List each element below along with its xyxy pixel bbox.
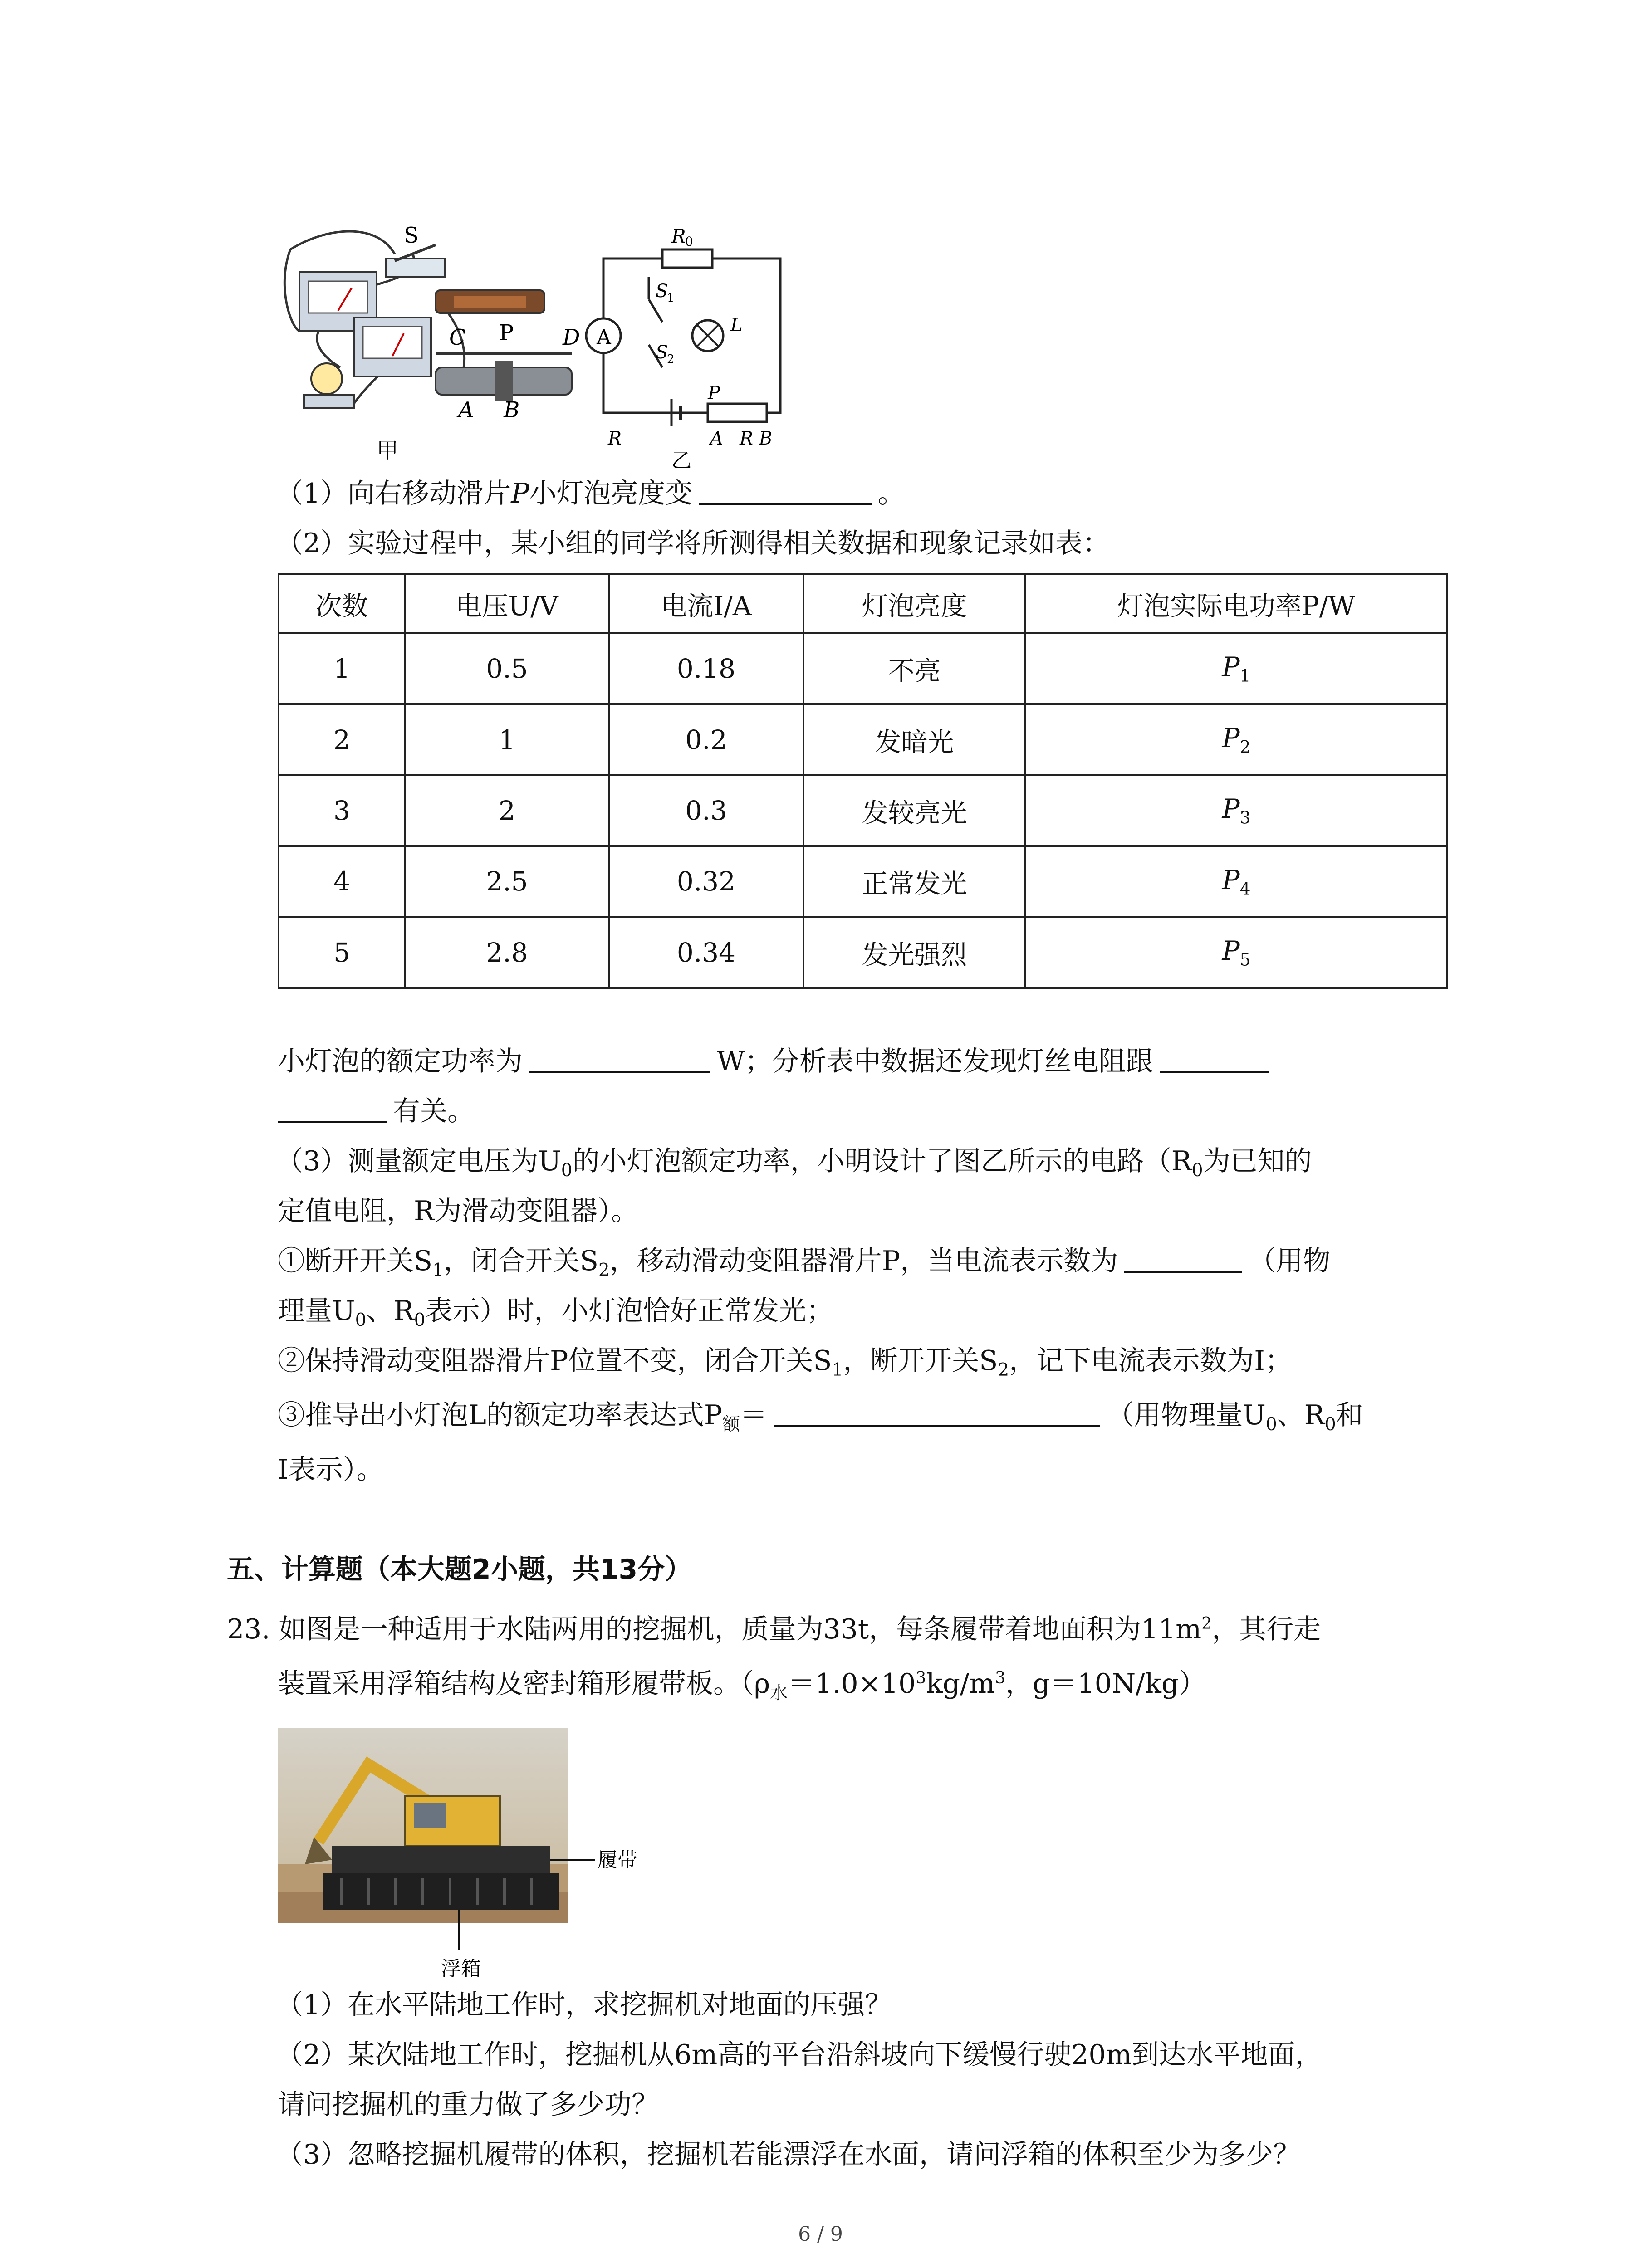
step1-d: （用物 bbox=[1249, 1245, 1331, 1277]
step1-sub-a: 1 bbox=[432, 1260, 444, 1281]
circuit-diagram bbox=[272, 218, 798, 472]
cell-current: 0.18 bbox=[609, 633, 803, 704]
step3-e: 和 bbox=[1336, 1399, 1363, 1431]
label-P: P bbox=[499, 320, 514, 346]
step2-sub-a: 1 bbox=[832, 1360, 843, 1380]
step-1-line-1 bbox=[278, 1243, 1330, 1289]
step3-sub-b: 0 bbox=[1265, 1414, 1277, 1435]
question-3-line-1 bbox=[276, 1143, 1312, 1189]
cell-power bbox=[1025, 775, 1447, 846]
step3-sub-c: 0 bbox=[1324, 1414, 1336, 1435]
step1-b: ，闭合开关S bbox=[443, 1245, 599, 1277]
label-S1-sub: 1 bbox=[667, 291, 675, 305]
resistance-blank-1[interactable] bbox=[1160, 1044, 1269, 1073]
q23-part-2b: 请问挖掘机的重力做了多少功？ bbox=[278, 2089, 659, 2121]
step3-sub-a: 额 bbox=[722, 1414, 740, 1435]
step1-sub-d: 0 bbox=[414, 1310, 426, 1330]
q23-line-2 bbox=[278, 1660, 1206, 1711]
table-header-row bbox=[279, 574, 1447, 633]
step3-c: （用物理量U bbox=[1107, 1399, 1266, 1431]
power-sub: 5 bbox=[1239, 949, 1251, 970]
q1-answer-blank[interactable] bbox=[699, 476, 872, 505]
power-symbol: P bbox=[1222, 935, 1240, 966]
data-table bbox=[278, 573, 1448, 989]
q3-text-l2: 定值电阻，R为滑动变阻器）。 bbox=[278, 1195, 639, 1227]
step1-g: 表示）时，小灯泡恰好正常发光； bbox=[425, 1295, 834, 1327]
step3-power-blank[interactable] bbox=[774, 1398, 1100, 1427]
cell-brightness: 发暗光 bbox=[803, 704, 1025, 775]
q3-text-a: （3）测量额定电压为U bbox=[276, 1145, 561, 1177]
resistance-line-2 bbox=[278, 1093, 475, 1129]
q23-part-2a: （2）某次陆地工作时，挖掘机从6m高的平台沿斜坡向下缓慢行驶20m到达水平地面， bbox=[276, 2039, 1323, 2071]
cell-count: 2 bbox=[279, 704, 405, 775]
q23-l2-sup2: 3 bbox=[995, 1669, 1006, 1687]
q23-text-a: 如图是一种适用于水陆两用的挖掘机，质量为33t，每条履带着地面积为11m bbox=[279, 1613, 1202, 1645]
step1-f: 、R bbox=[366, 1295, 414, 1327]
power-sub: 1 bbox=[1239, 665, 1251, 686]
q23-number: 23. bbox=[227, 1613, 270, 1645]
label-ammeter: A bbox=[597, 326, 611, 349]
table-row bbox=[279, 633, 1447, 704]
cell-brightness: 发较亮光 bbox=[803, 775, 1025, 846]
resistance-text: W；分析表中数据还发现灯丝电阻跟 bbox=[717, 1046, 1153, 1077]
cell-power bbox=[1025, 704, 1447, 775]
q23-l2-d: ，g＝10N/kg） bbox=[1005, 1668, 1206, 1700]
q23-l2-a: 装置采用浮箱结构及密封箱形履带板。（ρ bbox=[278, 1668, 770, 1700]
power-sub: 4 bbox=[1239, 879, 1251, 899]
table-row bbox=[279, 775, 1447, 846]
cell-brightness: 不亮 bbox=[803, 633, 1025, 704]
power-symbol: P bbox=[1222, 793, 1240, 825]
label-A2: A bbox=[710, 428, 723, 449]
q1-var: P bbox=[511, 478, 529, 509]
q23-l2-sup: 3 bbox=[916, 1669, 926, 1687]
label-B: B bbox=[504, 397, 520, 423]
step1-sub-c: 0 bbox=[355, 1310, 367, 1330]
cell-voltage: 0.5 bbox=[405, 633, 609, 704]
q3-text-b: 的小灯泡额定功率，小明设计了图乙所示的电路（R bbox=[572, 1145, 1192, 1177]
step2-b: ，断开开关S bbox=[843, 1345, 998, 1377]
header-brightness: 灯泡亮度 bbox=[803, 574, 1025, 633]
label-R0: R bbox=[671, 225, 686, 247]
q23-text-b: ，其行走 bbox=[1212, 1613, 1321, 1645]
cell-power bbox=[1025, 846, 1447, 917]
q23-line-1 bbox=[227, 1606, 1321, 1647]
q3-text-c: 为已知的 bbox=[1203, 1145, 1312, 1177]
label-pontoon: 浮箱 bbox=[441, 1957, 481, 1980]
figure-circuit-setup bbox=[272, 218, 798, 472]
step2-c: ，记下电流表示数为I； bbox=[1009, 1345, 1292, 1377]
power-sub: 2 bbox=[1239, 737, 1251, 757]
header-count: 次数 bbox=[279, 574, 405, 633]
label-S: S bbox=[404, 223, 419, 248]
power-symbol: P bbox=[1222, 864, 1240, 895]
q23-l2-b: ＝1.0×10 bbox=[788, 1668, 916, 1700]
cell-current: 0.3 bbox=[609, 775, 803, 846]
step-3-line-2 bbox=[278, 1452, 384, 1488]
question-3-line-2 bbox=[278, 1193, 638, 1229]
cell-voltage: 2.5 bbox=[405, 846, 609, 917]
q1-text: （1）向右移动滑片 bbox=[276, 478, 511, 509]
q23-part-1: （1）在水平陆地工作时，求挖掘机对地面的压强？ bbox=[276, 1989, 892, 2021]
cell-current: 0.32 bbox=[609, 846, 803, 917]
step1-a: ①断开开关S bbox=[278, 1245, 433, 1277]
table-row bbox=[279, 704, 1447, 775]
cell-voltage: 2 bbox=[405, 775, 609, 846]
label-jia: 甲 bbox=[377, 438, 399, 464]
q23-sup-a: 2 bbox=[1201, 1614, 1212, 1633]
q3-sub-a: 0 bbox=[561, 1160, 573, 1181]
power-symbol: P bbox=[1222, 651, 1240, 683]
cell-count: 1 bbox=[279, 633, 405, 704]
rated-power-blank[interactable] bbox=[529, 1044, 710, 1073]
label-S2: S bbox=[656, 342, 668, 363]
step1-e: 理量U bbox=[278, 1295, 355, 1327]
header-voltage: 电压U/V bbox=[405, 574, 609, 633]
step-2-line bbox=[278, 1343, 1292, 1388]
q23-part-3: （3）忽略挖掘机履带的体积，挖掘机若能漂浮在水面，请问浮箱的体积至少为多少？ bbox=[276, 2139, 1301, 2170]
table-row bbox=[279, 846, 1447, 917]
label-R: R bbox=[608, 428, 622, 449]
question-1-line bbox=[276, 475, 905, 512]
step1-sub-b: 2 bbox=[598, 1260, 610, 1281]
step2-a: ②保持滑动变阻器滑片P位置不变，闭合开关S bbox=[278, 1345, 832, 1377]
cell-power bbox=[1025, 917, 1447, 988]
label-L: L bbox=[730, 315, 743, 336]
label-D: D bbox=[563, 325, 580, 350]
step1-c: ，移动滑动变阻器滑片P，当电流表示数为 bbox=[609, 1245, 1118, 1277]
label-RB: R B bbox=[740, 428, 773, 449]
cell-current: 0.2 bbox=[609, 704, 803, 775]
label-C: C bbox=[449, 325, 466, 350]
step3-a: ③推导出小灯泡L的额定功率表达式P bbox=[278, 1399, 723, 1431]
question-2-line bbox=[276, 525, 1110, 562]
header-current: 电流I/A bbox=[609, 574, 803, 633]
step-1-line-2 bbox=[278, 1293, 833, 1339]
power-symbol: P bbox=[1222, 722, 1240, 753]
power-sub: 3 bbox=[1239, 807, 1251, 828]
label-track: 履带 bbox=[598, 1848, 637, 1872]
cell-count: 5 bbox=[279, 917, 405, 988]
excavator-figure bbox=[278, 1728, 786, 1982]
resistance-end-text: 有关。 bbox=[393, 1095, 475, 1127]
cell-voltage: 1 bbox=[405, 704, 609, 775]
cell-voltage: 2.8 bbox=[405, 917, 609, 988]
cell-brightness: 发光强烈 bbox=[803, 917, 1025, 988]
q3-sub-b: 0 bbox=[1191, 1160, 1203, 1181]
rated-power-line bbox=[278, 1043, 1275, 1080]
cell-power bbox=[1025, 633, 1447, 704]
q2-text: （2）实验过程中，某小组的同学将所测得相关数据和现象记录如表： bbox=[276, 528, 1110, 559]
step1-current-blank[interactable] bbox=[1124, 1244, 1242, 1273]
excavator-image bbox=[278, 1728, 786, 1982]
step3-f: I表示）。 bbox=[278, 1454, 384, 1486]
cell-count: 4 bbox=[279, 846, 405, 917]
cell-current: 0.34 bbox=[609, 917, 803, 988]
rated-power-text: 小灯泡的额定功率为 bbox=[278, 1046, 523, 1077]
step2-sub-b: 2 bbox=[998, 1360, 1009, 1380]
cell-count: 3 bbox=[279, 775, 405, 846]
label-S2-sub: 2 bbox=[667, 352, 675, 366]
header-power: 灯泡实际电功率P/W bbox=[1025, 574, 1447, 633]
step3-d: 、R bbox=[1277, 1399, 1325, 1431]
q1-end: 。 bbox=[877, 478, 905, 509]
label-P2: P bbox=[708, 383, 720, 404]
page-number: 6 / 9 bbox=[798, 2223, 843, 2246]
cell-brightness: 正常发光 bbox=[803, 846, 1025, 917]
q1-text2: 小灯泡亮度变 bbox=[529, 478, 693, 509]
q23-l2-sub: 水 bbox=[770, 1683, 788, 1703]
resistance-blank-2[interactable] bbox=[278, 1094, 387, 1123]
table-row bbox=[279, 917, 1447, 988]
label-R0-sub: 0 bbox=[685, 234, 693, 249]
step-3-line-1 bbox=[278, 1397, 1363, 1443]
q23-l2-c: kg/m bbox=[926, 1668, 995, 1700]
step3-b: ＝ bbox=[740, 1399, 768, 1431]
label-S1: S bbox=[656, 281, 668, 302]
label-yi: 乙 bbox=[671, 449, 691, 472]
label-A: A bbox=[458, 397, 474, 423]
section-5-title: 五、计算题（本大题2小题，共13分） bbox=[227, 1554, 692, 1585]
